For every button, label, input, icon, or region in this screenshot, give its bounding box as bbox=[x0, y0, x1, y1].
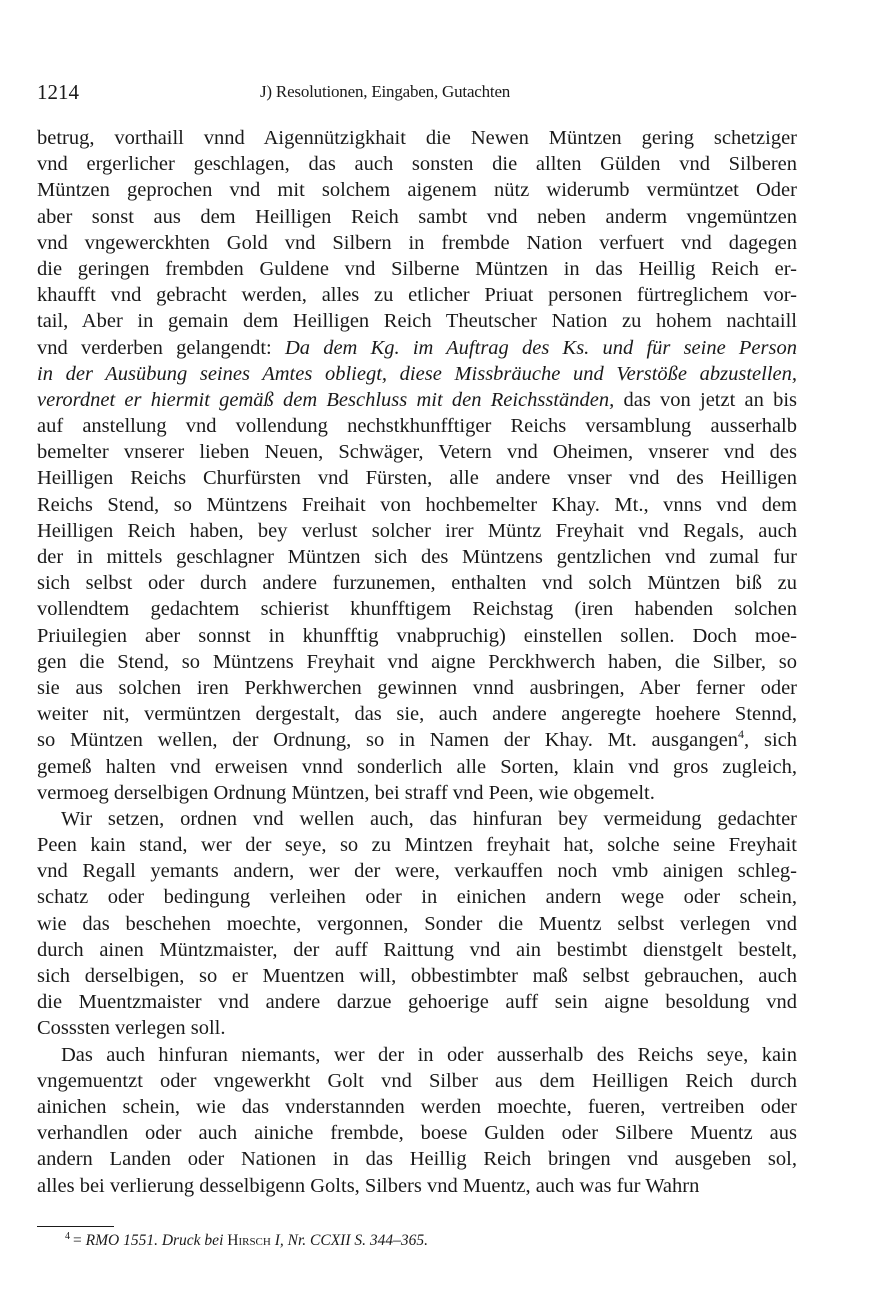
page-number: 1214 bbox=[37, 80, 79, 104]
text-line: Das auch hinfuran niemants, wer der in oder ausserhalb des Reichs seye, kain bbox=[61, 1043, 797, 1066]
text-line: vollendtem gedachtem schierist khunfftigem Reichstag (iren habenden solchen bbox=[37, 598, 797, 621]
text-line: Priuilegien aber sonnst in khunfftig vnabpruchig) einstellen sollen. Doch moe- bbox=[37, 624, 797, 647]
footnote-4 bbox=[65, 1231, 428, 1250]
text-line: in der Ausübung seines Amtes obliegt, diese Missbräuche und Verstöße abzustellen, bbox=[37, 362, 797, 385]
text-line: vermoeg derselbigen Ordnung Müntzen, bei straff vnd Peen, wie obgemelt. bbox=[37, 781, 655, 804]
footnote-mark: 4 bbox=[65, 1231, 70, 1242]
text-line: Wir setzen, ordnen vnd wellen auch, das hinfuran bey vermeidung gedachter bbox=[61, 807, 797, 830]
text-line: vnd vngewerckhten Gold vnd Silbern in frembde Nation verfuert vnd dagegen bbox=[37, 231, 797, 254]
text-line: vnd ergerlicher geschlagen, das auch sonsten die allten Gülden vnd Silberen bbox=[37, 153, 797, 176]
text-line: andern Landen oder Nationen in das Heillig Reich bringen vnd ausgeben sol, bbox=[37, 1148, 797, 1171]
text-line: tail, Aber in gemain dem Heilligen Reich Theutscher Nation zu hohem nachtaill bbox=[37, 310, 797, 333]
text-line: die Muentzmaister vnd andere darzue gehoerige auff sein aigne besoldung vnd bbox=[37, 991, 797, 1014]
text-line: die geringen frembden Guldene vnd Silberne Müntzen in das Heillig Reich er- bbox=[37, 257, 797, 280]
text-line: Cosssten verlegen soll. bbox=[37, 1017, 226, 1040]
text-line: durch ainen Müntzmaister, der auff Raittung vnd ain bestimbt dienstgelt bestelt, bbox=[37, 938, 797, 961]
text-line: weiter nit, vermüntzen dergestalt, das sie, auch andere angeregte hoehere Stennd, bbox=[37, 703, 797, 726]
text-line: verhandlen oder auch ainiche frembde, boese Gulden oder Silbere Muentz aus bbox=[37, 1122, 797, 1145]
text-line: vnd Regall yemants andern, wer der were, verkauffen noch vmb ainigen schleg- bbox=[37, 860, 797, 883]
text-line: wie das beschehen moechte, vergonnen, Sonder die Muentz selbst verlegen vnd bbox=[37, 912, 797, 935]
text-line: der in mittels geschlagner Müntzen sich des Müntzens gentzlichen vnd zumal fur bbox=[37, 546, 797, 568]
footnote-citation: I, Nr. CCXII S. 344–365. bbox=[274, 1232, 429, 1249]
footnote-ref: RMO 1551. Druck bei bbox=[85, 1232, 224, 1249]
text-line: auf anstellung vnd vollendung nechstkhunfftiger Reichs versamblung ausserhalb bbox=[37, 415, 797, 438]
footnote-reference: 4 bbox=[738, 727, 745, 742]
running-head bbox=[37, 80, 797, 106]
text-line: bemelter vnserer lieben Neuen, Schwäger, Vetern vnd Oheimen, vnserer vnd des bbox=[37, 441, 797, 464]
body-text bbox=[37, 125, 797, 1199]
text-line: sie aus solchen iren Perkhwerchen gewinnen vnnd ausbringen, Aber ferner oder bbox=[37, 676, 797, 699]
text-line: schatz oder bedingung verleihen oder in einichen andern wege oder schein, bbox=[37, 886, 797, 909]
text-line: sich selbst oder durch andere furzunemen, enthalten vnd solch Müntzen biß zu bbox=[37, 572, 797, 595]
text-line: vnd verderben gelangendt: Da dem Kg. im Auftrag des Ks. und für seine Person bbox=[37, 336, 797, 359]
text-line: Müntzen geprochen vnd mit solchem aigenem nütz widerumb vermüntzet Oder bbox=[37, 179, 797, 202]
text-line: ainichen schein, wie das vnderstannden werden moechte, fueren, vertreiben oder bbox=[37, 1095, 797, 1118]
text-line: betrug, vorthaill vnnd Aigennützigkhait die Newen Müntzen gering schetziger bbox=[37, 127, 797, 149]
footnote-equals: = bbox=[73, 1232, 82, 1249]
text-line: so Müntzen wellen, der Ordnung, so in Namen der Khay. Mt. ausgangen$^4$, sich bbox=[37, 727, 797, 752]
text-line: Heilligen Reichs Churfürsten vnd Fürsten, alle andere vnser vnd des Heilligen bbox=[37, 467, 797, 490]
text-line: Reichs Stend, so Müntzens Freihait von hochbemelter Khay. Mt., vnns vnd dem bbox=[37, 493, 797, 516]
text-line: gemeß halten vnd erweisen vnnd sonderlich alle Sorten, klain vnd gros zugleich, bbox=[37, 755, 797, 778]
footnote-divider bbox=[37, 1226, 114, 1227]
text-line: Peen kain stand, wer der seye, so zu Mintzen freyhait hat, solche seine Freyhait bbox=[37, 834, 797, 857]
text-line: alles bei verlierung desselbigenn Golts, Silbers vnd Muentz, auch was fur Wahrn bbox=[37, 1174, 700, 1197]
text-line: gen die Stend, so Müntzens Freyhait vnd aigne Perckhwerch haben, die Silber, so bbox=[37, 650, 797, 673]
text-line: verordnet er hiermit gemäß dem Beschluss mit den Reichsständen, das von jetzt an bis bbox=[37, 388, 797, 411]
text-line: vngemuentzt oder vngewerkht Golt vnd Silber aus dem Heilligen Reich durch bbox=[37, 1069, 797, 1092]
text-line: Heilligen Reich haben, bey verlust solcher irer Müntz Freyhait vnd Regals, auch bbox=[37, 519, 797, 542]
text-line: aber sonst aus dem Heilligen Reich sambt vnd neben anderm vngemüntzen bbox=[37, 205, 797, 228]
footnote-author: Hirsch bbox=[227, 1232, 271, 1249]
text-line: khaufft vnd gebracht werden, alles zu etlicher Priuat personen fürtreglichem vor- bbox=[37, 284, 797, 307]
running-title: J) Resolutionen, Eingaben, Gutachten bbox=[260, 82, 511, 101]
text-line: sich derselbigen, so er Muentzen will, obbestimbter maß selbst gebrauchen, auch bbox=[37, 965, 797, 987]
